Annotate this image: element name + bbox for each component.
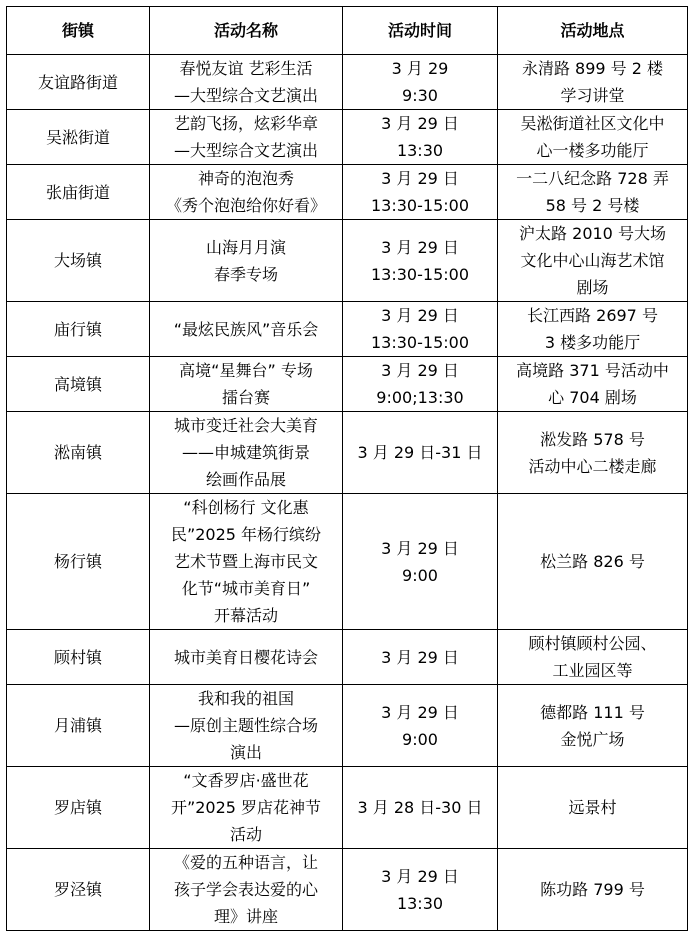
activity-place-cell [498, 849, 688, 931]
cell-text-line: ——申城建筑街景 [181, 443, 310, 462]
cell-text-line: 3 月 28 日-30 日 [357, 798, 483, 817]
cell-text-line: 9:00 [402, 565, 438, 585]
cell-text-line: 民”2025 年杨行缤纷 [170, 525, 322, 544]
cell-text-line: 吴淞街道 [45, 127, 110, 147]
activity-name-cell [150, 849, 343, 931]
activity-name-cell [150, 302, 343, 357]
activity-name-cell [150, 55, 343, 110]
activity-time-cell [343, 165, 498, 220]
town-cell [7, 357, 150, 412]
table-row [7, 357, 688, 412]
activity-name-cell [150, 357, 343, 412]
cell-text-line: 一二八纪念路 728 弄 [516, 169, 669, 188]
activity-place-cell [498, 357, 688, 412]
cell-text-line: 剧场 [576, 278, 609, 297]
header-activity-name: 活动名称 [150, 7, 343, 55]
cell-text-line: 春悦友谊 艺彩生活 [179, 59, 313, 78]
cell-text-line: 罗店镇 [53, 798, 102, 817]
cell-text-line: 山海月月演 [205, 237, 286, 257]
town-cell [7, 494, 150, 630]
cell-text-line: 大场镇 [53, 251, 102, 270]
cell-text-line: 擂台赛 [221, 388, 270, 407]
cell-text-line: 演出 [229, 743, 262, 762]
activity-time-cell [343, 494, 498, 630]
activity-table [6, 6, 688, 931]
cell-text-line: 3 月 29 日 [381, 538, 459, 558]
cell-text-line: 3 月 29 日 [381, 702, 459, 722]
cell-text-line: 化节“城市美育日” [181, 579, 311, 598]
table-row [7, 302, 688, 357]
cell-text-line: 13:30 [396, 893, 444, 913]
cell-text-line: 高境路 371 号活动中 [516, 361, 669, 380]
table-row [7, 685, 688, 767]
cell-text-line: 金悦广场 [560, 729, 625, 749]
activity-place-cell [498, 630, 688, 685]
town-cell [7, 849, 150, 931]
cell-text-line: 13:30-15:00 [371, 333, 469, 352]
activity-name-cell [150, 767, 343, 849]
activity-time-cell [343, 357, 498, 412]
cell-text-line: 艺韵飞扬，炫彩华章 [173, 114, 318, 133]
cell-text-line: 城市美育日樱花诗会 [173, 647, 318, 667]
activity-name-cell [150, 165, 343, 220]
cell-text-line: 3 月 29 [391, 59, 449, 78]
cell-text-line: 长江西路 2697 号 [527, 306, 658, 325]
activity-place-cell [498, 767, 688, 849]
activity-time-cell [343, 55, 498, 110]
table-row [7, 110, 688, 165]
cell-text-line: 淞南镇 [53, 443, 102, 462]
activity-place-cell [498, 110, 688, 165]
cell-text-line: 理》讲座 [213, 907, 278, 926]
cell-text-line: —大型综合文艺演出 [173, 86, 318, 105]
cell-text-line: 《秀个泡泡给你好看》 [165, 196, 326, 215]
activity-place-cell [498, 494, 688, 630]
table-header-row [7, 7, 688, 55]
cell-text-line: 高境镇 [53, 374, 102, 394]
cell-text-line: 13:30-15:00 [371, 264, 469, 284]
town-cell [7, 685, 150, 767]
town-cell [7, 767, 150, 849]
cell-text-line: 杨行镇 [53, 552, 102, 571]
cell-text-line: 我和我的祖国 [197, 689, 294, 708]
cell-text-line: 月浦镇 [53, 716, 102, 735]
cell-text-line: 罗泾镇 [53, 880, 102, 899]
activity-place-cell [498, 220, 688, 302]
cell-text-line: 学习讲堂 [560, 86, 625, 105]
town-cell [7, 412, 150, 494]
cell-text-line: 绘画作品展 [205, 470, 286, 489]
cell-text-line: 孩子学会表达爱的心 [173, 880, 318, 899]
cell-text-line: “最炫民族风”音乐会 [173, 319, 319, 339]
activity-time-cell [343, 412, 498, 494]
activity-name-cell [150, 685, 343, 767]
activity-place-cell [498, 302, 688, 357]
header-activity-time: 活动时间 [343, 7, 498, 55]
activity-time-cell [343, 630, 498, 685]
cell-text-line: 神奇的泡泡秀 [197, 169, 294, 188]
cell-text-line: 3 月 29 日 [381, 114, 459, 133]
table-row [7, 55, 688, 110]
header-town: 街镇 [7, 7, 150, 55]
town-cell [7, 220, 150, 302]
town-cell [7, 165, 150, 220]
cell-text-line: 3 月 29 日-31 日 [357, 443, 483, 462]
activity-place-cell [498, 165, 688, 220]
activity-time-cell [343, 767, 498, 849]
cell-text-line: 高境“星舞台” 专场 [179, 361, 313, 380]
town-cell [7, 55, 150, 110]
cell-text-line: 顾村镇顾村公园、 [528, 634, 657, 653]
activity-time-cell [343, 302, 498, 357]
activity-time-cell [343, 220, 498, 302]
cell-text-line: 58 号 2 号楼 [545, 196, 640, 215]
activity-place-cell [498, 685, 688, 767]
cell-text-line: 开”2025 罗店花神节 [170, 798, 322, 817]
cell-text-line: 庙行镇 [53, 319, 102, 339]
cell-text-line: 工业园区等 [552, 661, 633, 680]
cell-text-line: 吴淞街道社区文化中 [520, 114, 665, 133]
table-row [7, 767, 688, 849]
cell-text-line: 3 月 29 日 [381, 361, 459, 380]
cell-text-line: 活动中心二楼走廊 [528, 456, 657, 476]
cell-text-line: —原创主题性综合场 [173, 716, 318, 735]
table-body [7, 55, 688, 931]
activity-table-container [6, 6, 688, 931]
cell-text-line: “文香罗店·盛世花 [183, 771, 309, 790]
cell-text-line: 永清路 899 号 2 楼 [521, 59, 664, 78]
cell-text-line: 心一楼多功能厅 [536, 141, 649, 160]
cell-text-line: 9:00 [402, 729, 438, 749]
cell-text-line: 德都路 111 号 [540, 702, 645, 722]
cell-text-line: 陈功路 799 号 [540, 880, 645, 899]
cell-text-line: 远景村 [568, 798, 617, 817]
cell-text-line: 13:30 [396, 141, 444, 160]
cell-text-line: 《爱的五种语言，让 [173, 853, 318, 872]
cell-text-line: 3 月 29 日 [381, 169, 459, 188]
table-row [7, 630, 688, 685]
activity-time-cell [343, 110, 498, 165]
activity-name-cell [150, 412, 343, 494]
cell-text-line: 心 704 剧场 [548, 388, 637, 407]
table-row [7, 165, 688, 220]
cell-text-line: 春季专场 [213, 264, 278, 284]
cell-text-line: 3 月 29 日 [381, 647, 459, 667]
table-row [7, 220, 688, 302]
cell-text-line: 9:30 [402, 86, 438, 105]
cell-text-line: 3 楼多功能厅 [544, 333, 641, 352]
activity-name-cell [150, 630, 343, 685]
activity-time-cell [343, 849, 498, 931]
activity-name-cell [150, 494, 343, 630]
activity-place-cell [498, 55, 688, 110]
town-cell [7, 110, 150, 165]
cell-text-line: 9:00;13:30 [376, 388, 464, 407]
table-row [7, 849, 688, 931]
cell-text-line: 张庙街道 [45, 182, 110, 202]
cell-text-line: 3 月 29 日 [381, 237, 459, 257]
cell-text-line: 文化中心山海艺术馆 [520, 251, 665, 270]
cell-text-line: “科创杨行 文化惠 [183, 498, 309, 517]
activity-name-cell [150, 110, 343, 165]
activity-time-cell [343, 685, 498, 767]
activity-name-cell [150, 220, 343, 302]
cell-text-line: 13:30-15:00 [371, 196, 469, 215]
cell-text-line: 活动 [229, 825, 262, 844]
cell-text-line: 松兰路 826 号 [540, 552, 645, 571]
cell-text-line: 友谊路街道 [37, 72, 118, 92]
cell-text-line: 艺术节暨上海市民文 [173, 552, 318, 571]
table-row [7, 412, 688, 494]
activity-place-cell [498, 412, 688, 494]
cell-text-line: 3 月 29 日 [381, 306, 459, 325]
cell-text-line: 城市变迁社会大美育 [173, 416, 318, 435]
town-cell [7, 630, 150, 685]
cell-text-line: 沪太路 2010 号大场 [519, 224, 666, 243]
header-activity-place: 活动地点 [498, 7, 688, 55]
cell-text-line: 淞发路 578 号 [540, 429, 645, 449]
cell-text-line: 顾村镇 [53, 647, 102, 667]
town-cell [7, 302, 150, 357]
table-row [7, 494, 688, 630]
cell-text-line: 开幕活动 [213, 606, 278, 625]
cell-text-line: 3 月 29 日 [381, 866, 459, 886]
cell-text-line: —大型综合文艺演出 [173, 141, 318, 160]
